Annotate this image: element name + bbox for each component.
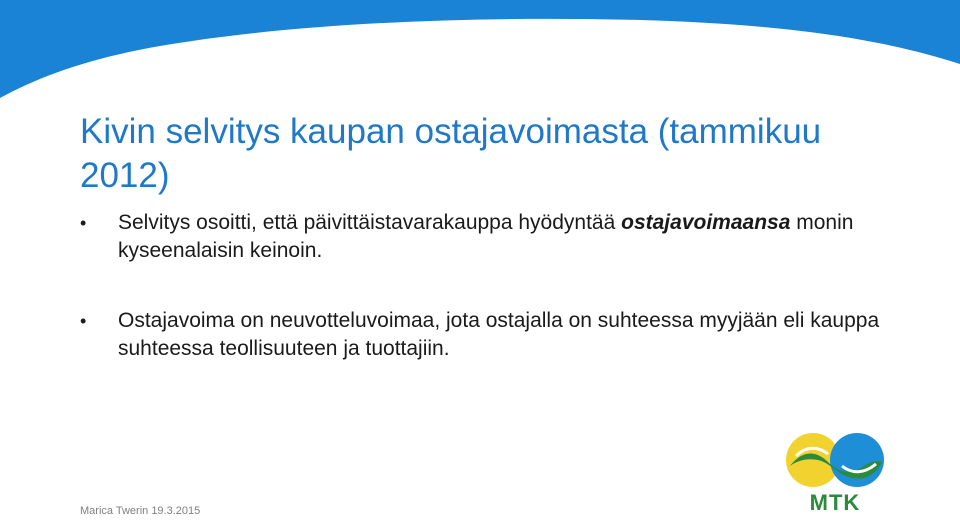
bullet-text-segment: Ostajavoima on neuvotteluvoimaa, jota ostajalla on suhteessa myyjään eli kauppa suhteessa teollisuuteen ja tuottajiin. [118, 309, 880, 360]
logo-blue-circle [830, 433, 884, 487]
bullet-list [80, 209, 900, 363]
bullet-marker: • [80, 213, 87, 233]
bullet-text [118, 211, 853, 262]
bullet-marker: • [80, 311, 87, 331]
logo-wordmark: MTK [809, 490, 861, 515]
bullet-emphasis: ostajavoimaansa [621, 211, 791, 234]
bullet-item [80, 209, 900, 265]
bullet-text-segment: monin kyseenalaisin keinoin. [118, 211, 854, 262]
bullet-item [80, 307, 900, 363]
bullet-text-segment: Selvitys osoitti, että päivittäistavarakauppa hyödyntää [118, 211, 622, 234]
top-wave-band [0, 0, 960, 110]
mtk-logo-emblem [782, 432, 888, 492]
bullet-text [118, 309, 879, 360]
slide-title: Kivin selvitys kaupan ostajavoimasta (tammikuu 2012) [80, 112, 822, 195]
mtk-logo [782, 432, 888, 518]
footer-author-date: Marica Twerin 19.3.2015 [80, 505, 201, 517]
